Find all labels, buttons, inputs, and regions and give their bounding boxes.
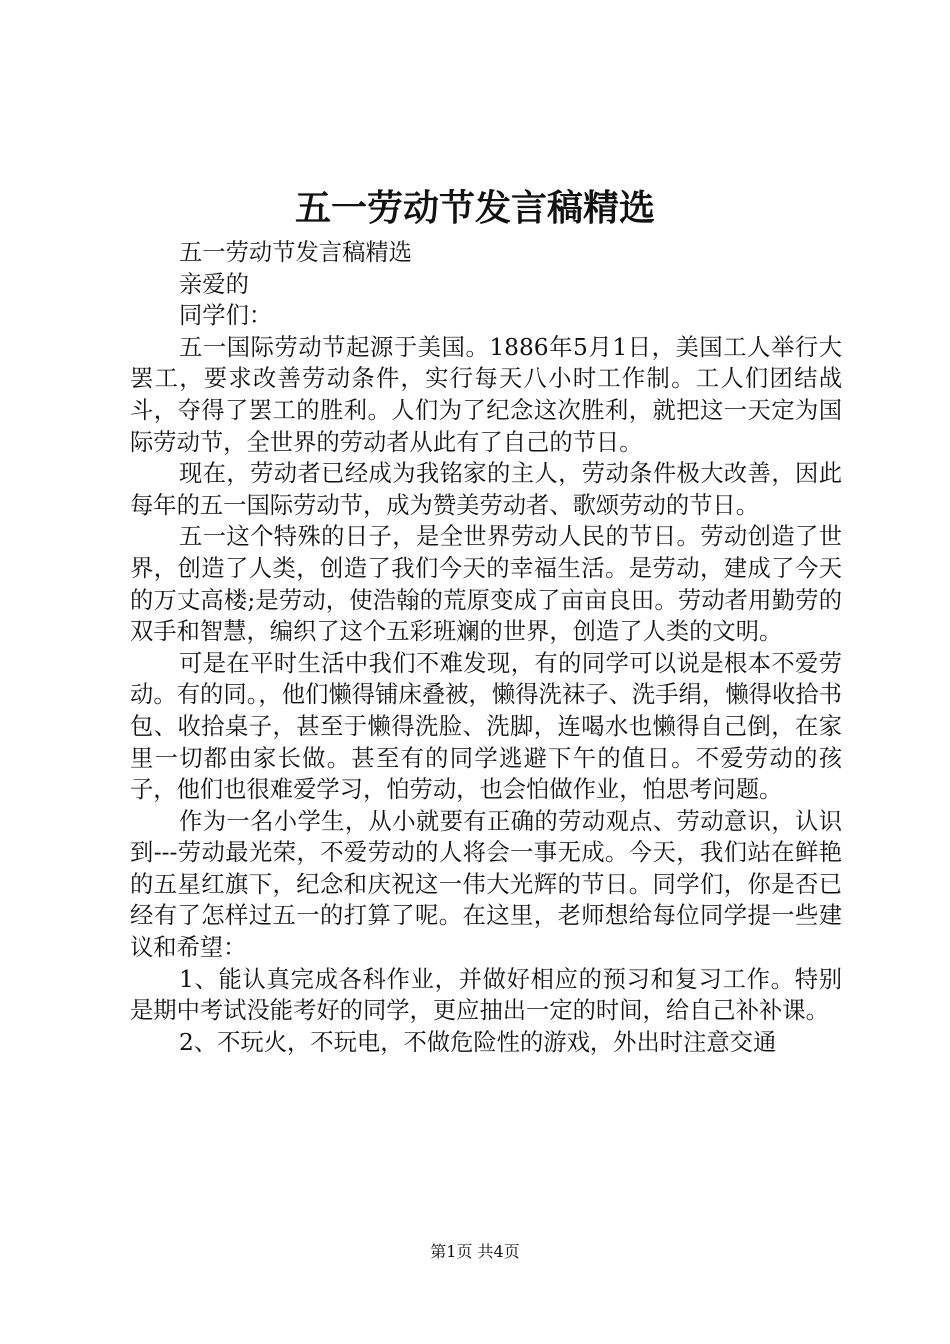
subtitle-line: 五一劳动节发言稿精选: [179, 239, 412, 266]
paragraph-origin: 五一国际劳动节起源于美国。1886年5月1日，美国工人举行大罢工，要求改善劳动条件，实行每天八小时工作制。工人们团结战斗，夺得了罢工的胜利。人们为了纪念这次胜利，就把这一天定为国际劳动节，全世界的劳动者从此有了自己的节日。: [130, 333, 842, 456]
salutation-line-2: 同学们：: [179, 302, 273, 330]
document-body: [130, 237, 842, 1058]
list-item-1: 1、能认真完成各科作业，并做好相应的预习和复习工作。特别是期中考试没能考好的同学，更应抽出一定的时间，给自己补补课。: [130, 965, 842, 1025]
paragraph-workers: 现在，劳动者已经成为我铭家的主人，劳动条件极大改善，因此每年的五一国际劳动节，成为赞美劳动者、歌颂劳动的节日。: [130, 460, 842, 519]
paragraph-suggestions: 作为一名小学生，从小就要有正确的劳动观点、劳动意识，认识到---劳动最光荣，不爱劳动的人将会一事无成。今天，我们站在鲜艳的五星红旗下，纪念和庆祝这一伟大光辉的节日。同学们，你是否已经有了怎样过五一的打算了呢。在这里，老师想给每位同学提一些建议和希望：: [130, 807, 842, 962]
paragraph-labor-creates: 五一这个特殊的日子，是全世界劳动人民的节日。劳动创造了世界，创造了人类，创造了我们今天的幸福生活。是劳动，建成了今天的万丈高楼;是劳动，使浩翰的荒原变成了亩亩良田。劳动者用勤劳的双手和智慧，编织了这个五彩班斓的世界，创造了人类的文明。: [130, 523, 842, 646]
page-footer: 第1页 共4页: [430, 1242, 520, 1261]
salutation-line-1: 亲爱的: [179, 270, 249, 298]
document-title: 五一劳动节发言稿精选: [294, 187, 655, 229]
list-item-2: 2、不玩火，不玩电，不做危险性的游戏，外出时注意交通: [179, 1028, 777, 1056]
paragraph-lazy-students: 可是在平时生活中我们不难发现，有的同学可以说是根本不爱劳动。有的同。，他们懒得铺床叠被，懒得洗袜子、洗手绢，懒得收拾书包、收拾桌子，甚至于懒得洗脸、洗脚，连喝水也懒得自己倒，在家里一切都由家长做。甚至有的同学逃避下午的值日。不爱劳动的孩子，他们也很难爱学习，怕劳动，也会怕做作业，怕思考问题。: [130, 649, 842, 804]
